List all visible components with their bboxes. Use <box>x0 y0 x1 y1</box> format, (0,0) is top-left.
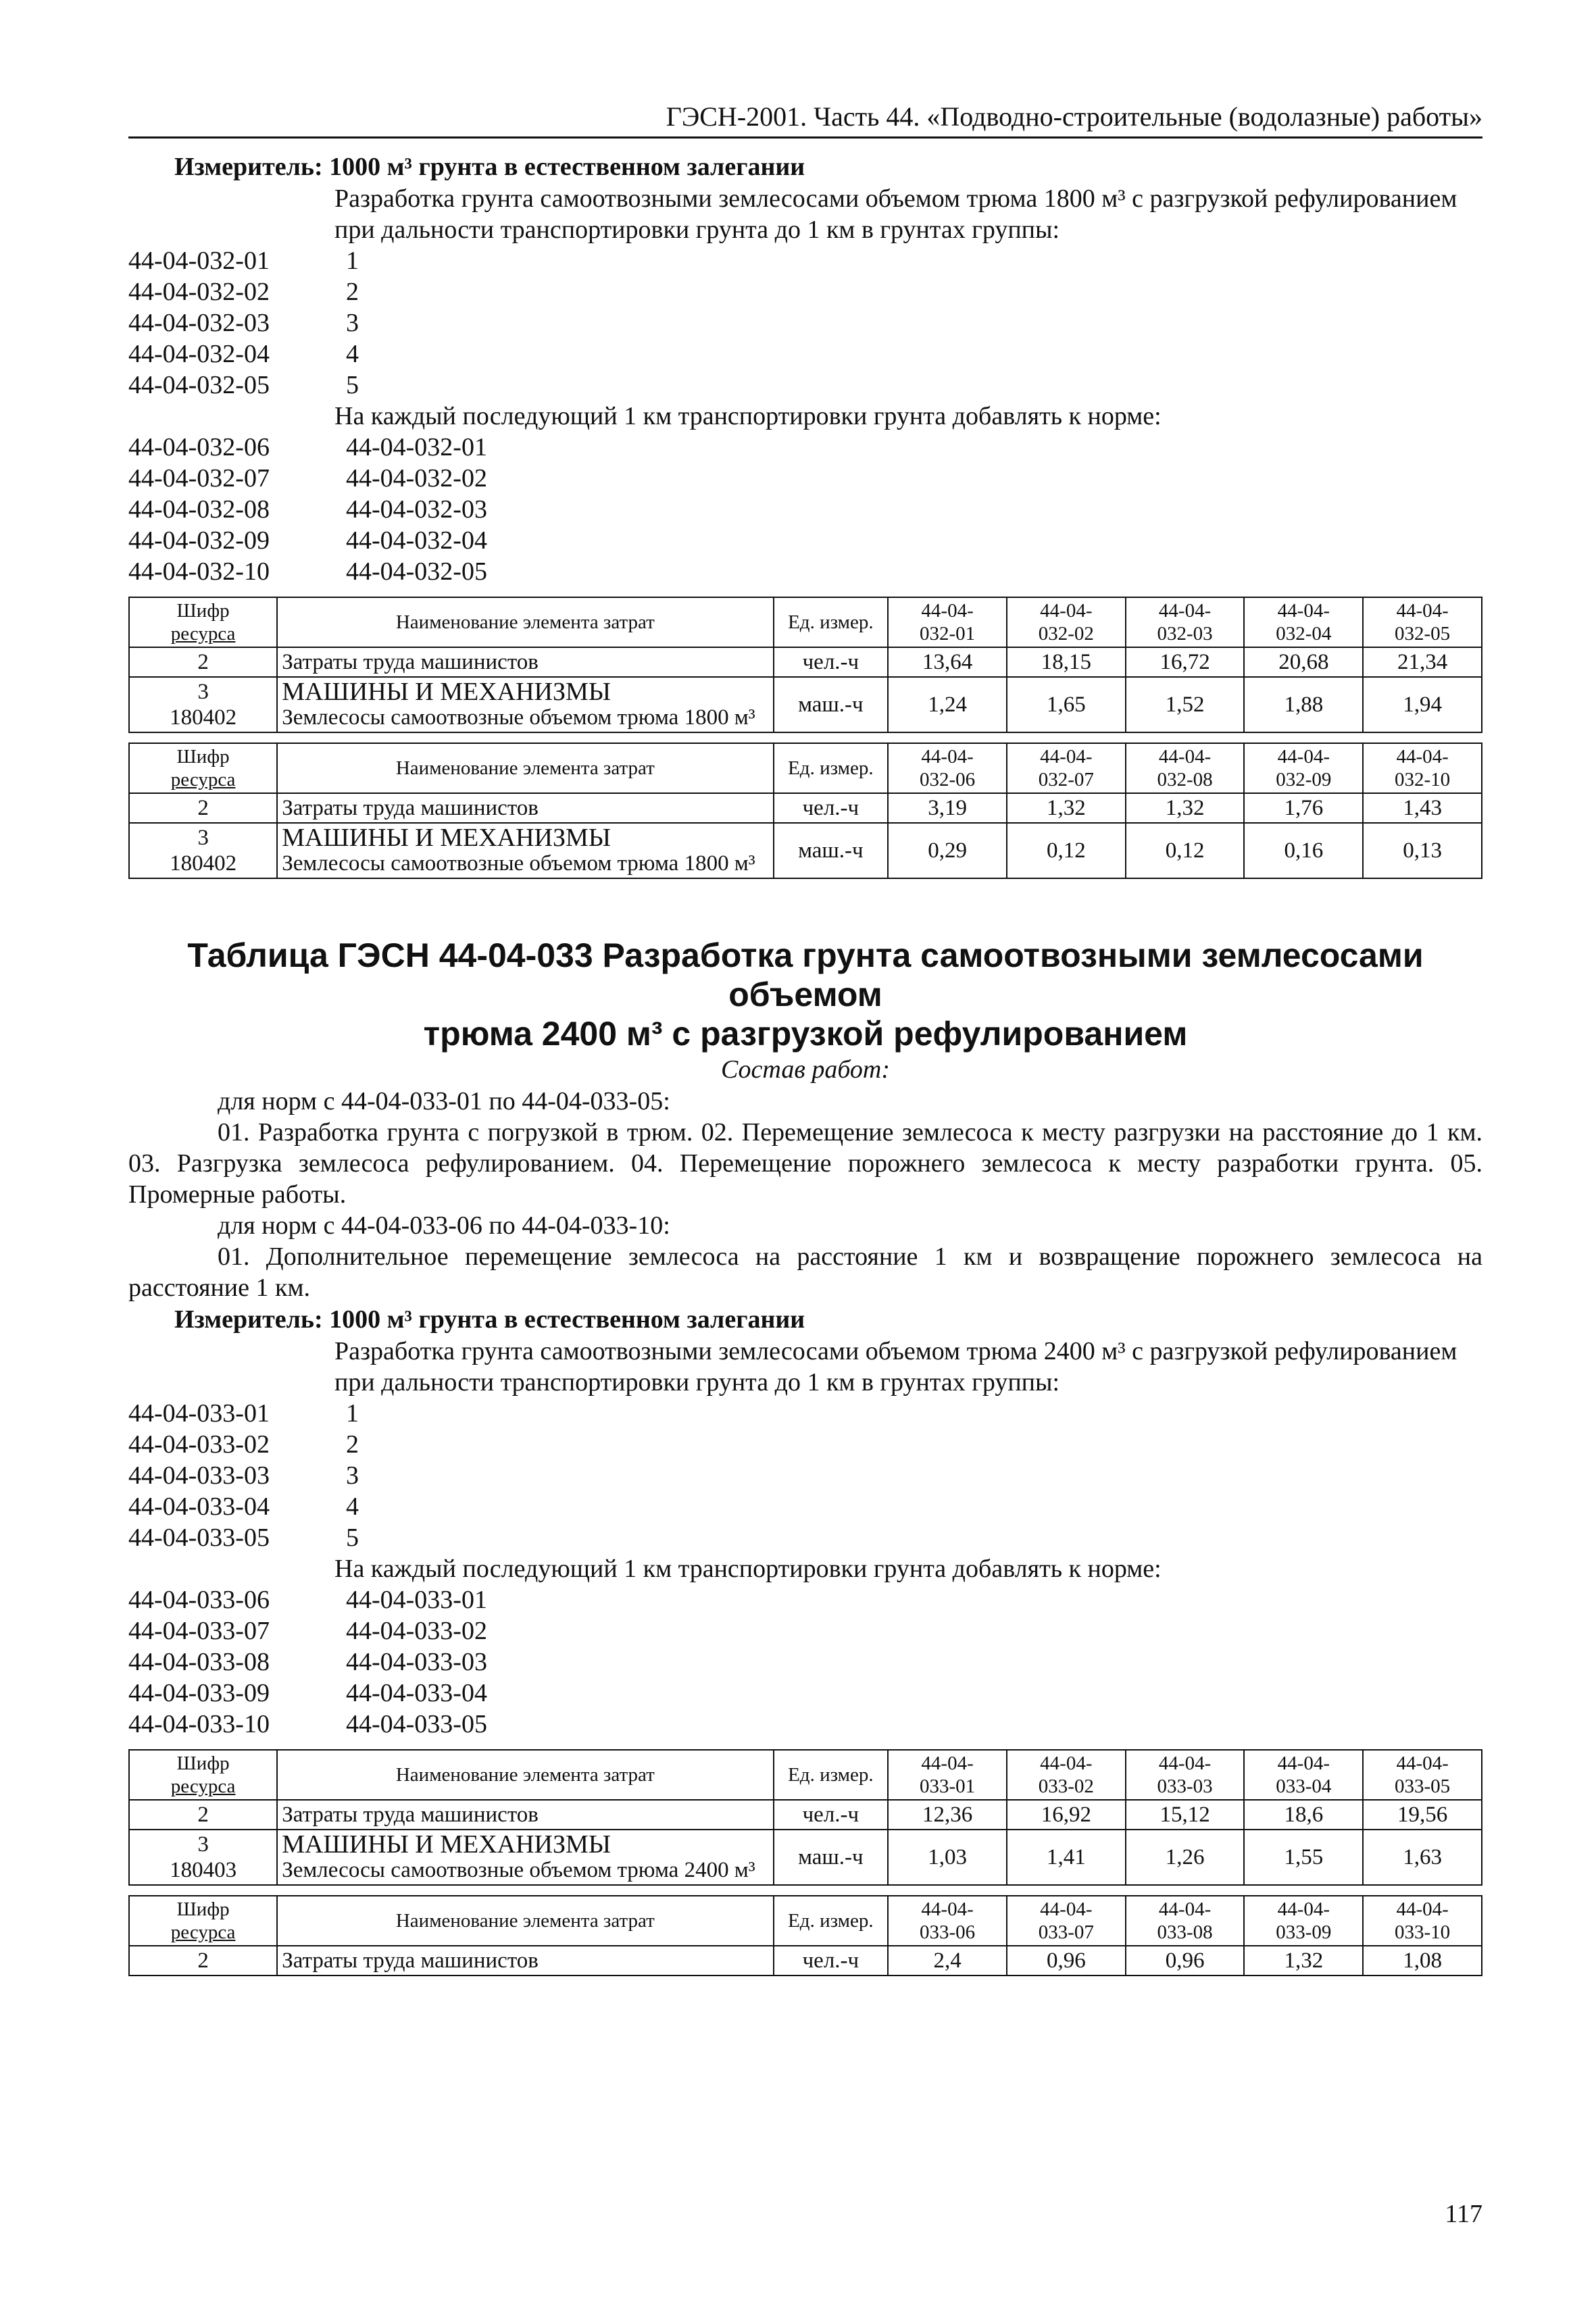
norm-value: 1 <box>346 1399 359 1428</box>
header-norm-code <box>1007 1750 1126 1800</box>
header-norm-code-line1: 44-04- <box>1040 746 1093 768</box>
header-norm-code-line1: 44-04- <box>1277 1753 1330 1774</box>
value-cell: 1,76 <box>1244 793 1363 823</box>
norm-code: 44-04-033-09 <box>128 1679 270 1707</box>
value-cell: 21,34 <box>1363 647 1482 677</box>
norm-code-list <box>128 245 1482 401</box>
meter-line: Измеритель: 1000 м³ грунта в естественном залегании <box>174 153 805 181</box>
norm-code-row <box>128 525 1482 556</box>
norm-code: 44-04-032-02 <box>128 278 270 306</box>
header-norm-code <box>1363 597 1482 647</box>
cost-element-cell <box>277 1830 773 1885</box>
header-norm-code-line1: 44-04- <box>1158 1753 1212 1774</box>
norm-code: 44-04-033-01 <box>128 1399 270 1428</box>
norm-value: 2 <box>346 278 359 306</box>
header-norm-code <box>1244 597 1363 647</box>
resource-code-cell: 2 <box>129 793 277 823</box>
header-norm-code-line1: 44-04- <box>1040 1898 1093 1920</box>
header-norm-code-line2: 032-08 <box>1157 769 1213 790</box>
resource-code-cell <box>129 677 277 732</box>
norm-value: 44-04-032-03 <box>346 495 487 524</box>
section-title-line1: Таблица ГЭСН 44-04-033 Разработка грунта самоотвозными землесосами объемом <box>187 936 1424 1013</box>
value-cell: 1,63 <box>1363 1830 1482 1885</box>
value-cell: 15,12 <box>1126 1800 1245 1830</box>
resource-table <box>128 1895 1482 1976</box>
header-norm-code-line2: 033-10 <box>1395 1921 1451 1943</box>
value-cell: 20,68 <box>1244 647 1363 677</box>
header-cost-element: Наименование элемента затрат <box>277 1750 773 1800</box>
norm-code-row <box>128 1460 1482 1491</box>
norm-code: 44-04-032-04 <box>128 340 270 368</box>
item-code: 180402 <box>170 705 237 730</box>
norm-value: 4 <box>346 340 359 368</box>
norm-code-row <box>128 370 1482 401</box>
norm-value: 44-04-032-01 <box>346 433 487 461</box>
scope-line-1: для норм с 44-04-033-01 по 44-04-033-05: <box>218 1087 670 1115</box>
norm-code-row <box>128 432 1482 463</box>
group-name: МАШИНЫ И МЕХАНИЗМЫ <box>282 1830 611 1859</box>
norm-value: 44-04-032-02 <box>346 464 487 493</box>
norm-code: 44-04-033-07 <box>128 1617 270 1645</box>
norm-block-033 <box>128 1303 1482 1976</box>
norm-code-row <box>128 1646 1482 1678</box>
unit-cell: маш.-ч <box>774 677 889 732</box>
header-norm-code-line2: 033-04 <box>1276 1776 1332 1797</box>
norm-code: 44-04-033-02 <box>128 1430 270 1459</box>
header-resource-line2: ресурса <box>170 1921 236 1943</box>
header-norm-code-line2: 033-03 <box>1157 1776 1213 1797</box>
cost-element-cell <box>277 823 773 878</box>
header-norm-code <box>1244 1750 1363 1800</box>
norm-code: 44-04-032-03 <box>128 309 270 337</box>
extra-norm-code-list <box>128 432 1482 587</box>
norm-code: 44-04-033-03 <box>128 1461 270 1490</box>
header-norm-code-line1: 44-04- <box>1277 1898 1330 1920</box>
header-norm-code <box>888 1750 1007 1800</box>
norm-value: 44-04-033-03 <box>346 1648 487 1676</box>
work-text-1: 01. Разработка грунта с погрузкой в трюм. 02. Перемещение землесоса к месту разгрузки на расстояние до 1 км. 03. Разгрузка землесоса рефулированием. 04. Перемещение порожнего землесоса к месту разработки грунта. 05. Промерные работы. <box>128 1118 1482 1209</box>
norm-code: 44-04-032-01 <box>128 247 270 275</box>
item-name: Землесосы самоотвозные объемом трюма 2400 м³ <box>282 1858 755 1882</box>
header-norm-code <box>1126 743 1245 793</box>
norm-code: 44-04-032-05 <box>128 371 270 399</box>
value-cell: 12,36 <box>888 1800 1007 1830</box>
header-norm-code-line1: 44-04- <box>921 746 974 768</box>
table-header-row <box>129 1896 1482 1946</box>
table-row <box>129 823 1482 878</box>
header-resource-line2: ресурса <box>170 769 236 790</box>
table-header-row <box>129 1750 1482 1800</box>
header-resource-line1: Шифр <box>176 1753 230 1774</box>
table-row <box>129 677 1482 732</box>
norm-code-row <box>128 276 1482 307</box>
header-norm-code-line1: 44-04- <box>1158 1898 1212 1920</box>
norm-code-row <box>128 1522 1482 1553</box>
norm-description: Разработка грунта самоотвозными землесосами объемом трюма 2400 м³ с разгрузкой рефулированием при дальности транспортировки грунта до 1 км в грунтах группы: <box>334 1337 1457 1397</box>
resource-code-cell: 2 <box>129 1800 277 1830</box>
header-norm-code <box>1007 743 1126 793</box>
header-norm-code <box>1244 1896 1363 1946</box>
header-resource-line2: ресурса <box>170 1776 236 1797</box>
header-norm-code-line1: 44-04- <box>921 1898 974 1920</box>
norm-value: 1 <box>346 247 359 275</box>
unit-cell: маш.-ч <box>774 823 889 878</box>
value-cell: 2,4 <box>888 1946 1007 1976</box>
value-cell: 16,92 <box>1007 1800 1126 1830</box>
cost-element-cell: Затраты труда машинистов <box>277 793 773 823</box>
table-header-row <box>129 743 1482 793</box>
section-title <box>128 936 1482 1053</box>
value-cell: 1,26 <box>1126 1830 1245 1885</box>
value-cell: 19,56 <box>1363 1800 1482 1830</box>
norm-code: 44-04-032-09 <box>128 526 270 555</box>
header-norm-code-line2: 033-01 <box>919 1776 976 1797</box>
header-norm-code-line2: 033-07 <box>1038 1921 1094 1943</box>
norm-code-row <box>128 307 1482 338</box>
header-norm-code-line1: 44-04- <box>921 600 974 622</box>
value-cell: 18,6 <box>1244 1800 1363 1830</box>
header-resource-code <box>129 1896 277 1946</box>
value-cell: 1,08 <box>1363 1946 1482 1976</box>
resource-code-cell: 2 <box>129 647 277 677</box>
unit-cell: чел.-ч <box>774 647 889 677</box>
cost-element-cell: Затраты труда машинистов <box>277 1946 773 1976</box>
table-row <box>129 1830 1482 1885</box>
value-cell: 0,96 <box>1007 1946 1126 1976</box>
header-norm-code <box>1126 1896 1245 1946</box>
header-norm-code <box>1126 597 1245 647</box>
norm-code: 44-04-032-07 <box>128 464 270 493</box>
norm-value: 44-04-033-02 <box>346 1617 487 1645</box>
header-cost-element: Наименование элемента затрат <box>277 1896 773 1946</box>
group-code: 3 <box>197 680 209 704</box>
table-row <box>129 793 1482 823</box>
group-name: МАШИНЫ И МЕХАНИЗМЫ <box>282 824 611 852</box>
header-norm-code <box>1363 1750 1482 1800</box>
norm-code-row <box>128 338 1482 370</box>
norm-code: 44-04-033-04 <box>128 1492 270 1521</box>
header-norm-code-line1: 44-04- <box>1040 600 1093 622</box>
header-norm-code-line1: 44-04- <box>1158 746 1212 768</box>
header-norm-code-line2: 033-08 <box>1157 1921 1213 1943</box>
header-resource-line1: Шифр <box>176 600 230 622</box>
unit-cell: чел.-ч <box>774 1800 889 1830</box>
header-norm-code <box>1007 597 1126 647</box>
norm-code: 44-04-033-10 <box>128 1710 270 1738</box>
header-norm-code-line1: 44-04- <box>1277 600 1330 622</box>
norm-code-row <box>128 1584 1482 1615</box>
value-cell: 1,55 <box>1244 1830 1363 1885</box>
resource-code-cell <box>129 823 277 878</box>
resource-table <box>128 743 1482 879</box>
norm-value: 44-04-032-05 <box>346 557 487 586</box>
value-cell: 1,43 <box>1363 793 1482 823</box>
header-unit: Ед. измер. <box>774 1896 889 1946</box>
norm-description: Разработка грунта самоотвозными землесосами объемом трюма 1800 м³ с разгрузкой рефулированием при дальности транспортировки грунта до 1 км в грунтах группы: <box>334 184 1457 244</box>
header-resource-line1: Шифр <box>176 746 230 768</box>
norm-value: 44-04-033-05 <box>346 1710 487 1738</box>
resource-code-cell: 2 <box>129 1946 277 1976</box>
header-norm-code-line2: 033-05 <box>1395 1776 1451 1797</box>
header-unit: Ед. измер. <box>774 1750 889 1800</box>
header-norm-code-line1: 44-04- <box>921 1753 974 1774</box>
resource-table <box>128 1749 1482 1886</box>
value-cell: 0,16 <box>1244 823 1363 878</box>
norm-value: 5 <box>346 371 359 399</box>
value-cell: 16,72 <box>1126 647 1245 677</box>
header-resource-code <box>129 597 277 647</box>
value-cell: 1,65 <box>1007 677 1126 732</box>
resource-tables <box>128 1749 1482 1976</box>
item-name: Землесосы самоотвозные объемом трюма 1800 м³ <box>282 705 755 730</box>
header-norm-code-line2: 032-04 <box>1276 623 1332 645</box>
header-norm-code-line1: 44-04- <box>1396 1753 1449 1774</box>
value-cell: 18,15 <box>1007 647 1126 677</box>
header-norm-code <box>1244 743 1363 793</box>
norm-code: 44-04-033-08 <box>128 1648 270 1676</box>
header-norm-code-line1: 44-04- <box>1396 746 1449 768</box>
table-row <box>129 1946 1482 1976</box>
unit-cell: маш.-ч <box>774 1830 889 1885</box>
table-row <box>129 1800 1482 1830</box>
value-cell: 1,52 <box>1126 677 1245 732</box>
header-unit: Ед. измер. <box>774 743 889 793</box>
norm-code-row <box>128 245 1482 276</box>
header-norm-code <box>888 597 1007 647</box>
item-code: 180402 <box>170 851 237 876</box>
norm-value: 44-04-032-04 <box>346 526 487 555</box>
value-cell: 0,12 <box>1007 823 1126 878</box>
norm-code: 44-04-033-05 <box>128 1524 270 1552</box>
header-resource-code <box>129 1750 277 1800</box>
header-norm-code-line2: 032-07 <box>1038 769 1094 790</box>
meter-line: Измеритель: 1000 м³ грунта в естественном залегании <box>174 1305 805 1334</box>
norm-code-row <box>128 463 1482 494</box>
item-name: Землесосы самоотвозные объемом трюма 1800 м³ <box>282 851 755 876</box>
norm-code: 44-04-032-10 <box>128 557 270 586</box>
norm-value: 2 <box>346 1430 359 1459</box>
value-cell: 1,32 <box>1007 793 1126 823</box>
header-norm-code-line2: 032-02 <box>1038 623 1094 645</box>
work-composition-heading: Состав работ: <box>720 1055 891 1084</box>
norm-value: 44-04-033-04 <box>346 1679 487 1707</box>
header-norm-code-line2: 032-09 <box>1276 769 1332 790</box>
header-resource-code <box>129 743 277 793</box>
resource-tables <box>128 597 1482 879</box>
norm-code-row <box>128 1491 1482 1522</box>
resource-table <box>128 597 1482 733</box>
header-norm-code <box>1363 743 1482 793</box>
value-cell: 13,64 <box>888 647 1007 677</box>
header-norm-code-line1: 44-04- <box>1040 1753 1093 1774</box>
header-norm-code-line2: 032-01 <box>919 623 976 645</box>
group-name: МАШИНЫ И МЕХАНИЗМЫ <box>282 678 611 706</box>
section-title-line2: трюма 2400 м³ с разгрузкой рефулированием <box>423 1015 1188 1053</box>
norm-value: 5 <box>346 1524 359 1552</box>
header-resource-line1: Шифр <box>176 1898 230 1920</box>
value-cell: 1,88 <box>1244 677 1363 732</box>
norm-code-row <box>128 494 1482 525</box>
norm-value: 3 <box>346 309 359 337</box>
item-code: 180403 <box>170 1858 237 1882</box>
header-norm-code <box>1007 1896 1126 1946</box>
table-header-row <box>129 597 1482 647</box>
value-cell: 0,12 <box>1126 823 1245 878</box>
norm-block-032 <box>128 151 1482 879</box>
value-cell: 1,03 <box>888 1830 1007 1885</box>
header-norm-code <box>888 1896 1007 1946</box>
value-cell: 1,32 <box>1244 1946 1363 1976</box>
header-norm-code-line2: 033-09 <box>1276 1921 1332 1943</box>
header-norm-code <box>1363 1896 1482 1946</box>
header-norm-code-line2: 033-06 <box>919 1921 976 1943</box>
value-cell: 1,32 <box>1126 793 1245 823</box>
running-header: ГЭСН-2001. Часть 44. «Подводно-строительные (водолазные) работы» <box>128 100 1482 139</box>
extra-description: На каждый последующий 1 км транспортировки грунта добавлять к норме: <box>334 402 1162 430</box>
value-cell: 1,41 <box>1007 1830 1126 1885</box>
extra-description: На каждый последующий 1 км транспортировки грунта добавлять к норме: <box>334 1555 1162 1583</box>
header-cost-element: Наименование элемента затрат <box>277 597 773 647</box>
norm-value: 44-04-033-01 <box>346 1586 487 1614</box>
norm-code-row <box>128 1678 1482 1709</box>
norm-code: 44-04-033-06 <box>128 1586 270 1614</box>
norm-code-row <box>128 1398 1482 1429</box>
value-cell: 0,29 <box>888 823 1007 878</box>
header-norm-code-line2: 032-03 <box>1157 623 1213 645</box>
header-norm-code-line1: 44-04- <box>1396 1898 1449 1920</box>
unit-cell: чел.-ч <box>774 793 889 823</box>
value-cell: 0,96 <box>1126 1946 1245 1976</box>
norm-code: 44-04-032-06 <box>128 433 270 461</box>
header-cost-element: Наименование элемента затрат <box>277 743 773 793</box>
resource-code-cell <box>129 1830 277 1885</box>
header-resource-line2: ресурса <box>170 623 236 645</box>
work-text-2: 01. Дополнительное перемещение землесоса на расстояние 1 км и возвращение порожнего землесоса на расстояние 1 км. <box>128 1242 1482 1302</box>
scope-line-2: для норм с 44-04-033-06 по 44-04-033-10: <box>218 1211 670 1240</box>
page-number: 117 <box>1445 2200 1482 2228</box>
group-code: 3 <box>197 1832 209 1857</box>
extra-norm-code-list <box>128 1584 1482 1740</box>
cost-element-cell <box>277 677 773 732</box>
unit-cell: чел.-ч <box>774 1946 889 1976</box>
cost-element-cell: Затраты труда машинистов <box>277 1800 773 1830</box>
group-code: 3 <box>197 826 209 850</box>
header-norm-code-line2: 032-06 <box>919 769 976 790</box>
norm-code-list <box>128 1398 1482 1553</box>
table-row <box>129 647 1482 677</box>
norm-value: 4 <box>346 1492 359 1521</box>
header-norm-code-line2: 032-05 <box>1395 623 1451 645</box>
value-cell: 1,24 <box>888 677 1007 732</box>
norm-code-row <box>128 1615 1482 1646</box>
header-norm-code <box>888 743 1007 793</box>
header-norm-code-line2: 033-02 <box>1038 1776 1094 1797</box>
header-norm-code-line1: 44-04- <box>1277 746 1330 768</box>
norm-value: 3 <box>346 1461 359 1490</box>
norm-code-row <box>128 1429 1482 1460</box>
header-norm-code-line1: 44-04- <box>1396 600 1449 622</box>
header-norm-code-line2: 032-10 <box>1395 769 1451 790</box>
header-unit: Ед. измер. <box>774 597 889 647</box>
norm-code-row <box>128 556 1482 587</box>
value-cell: 1,94 <box>1363 677 1482 732</box>
norm-code: 44-04-032-08 <box>128 495 270 524</box>
value-cell: 3,19 <box>888 793 1007 823</box>
cost-element-cell: Затраты труда машинистов <box>277 647 773 677</box>
norm-code-row <box>128 1709 1482 1740</box>
header-norm-code <box>1126 1750 1245 1800</box>
value-cell: 0,13 <box>1363 823 1482 878</box>
header-norm-code-line1: 44-04- <box>1158 600 1212 622</box>
